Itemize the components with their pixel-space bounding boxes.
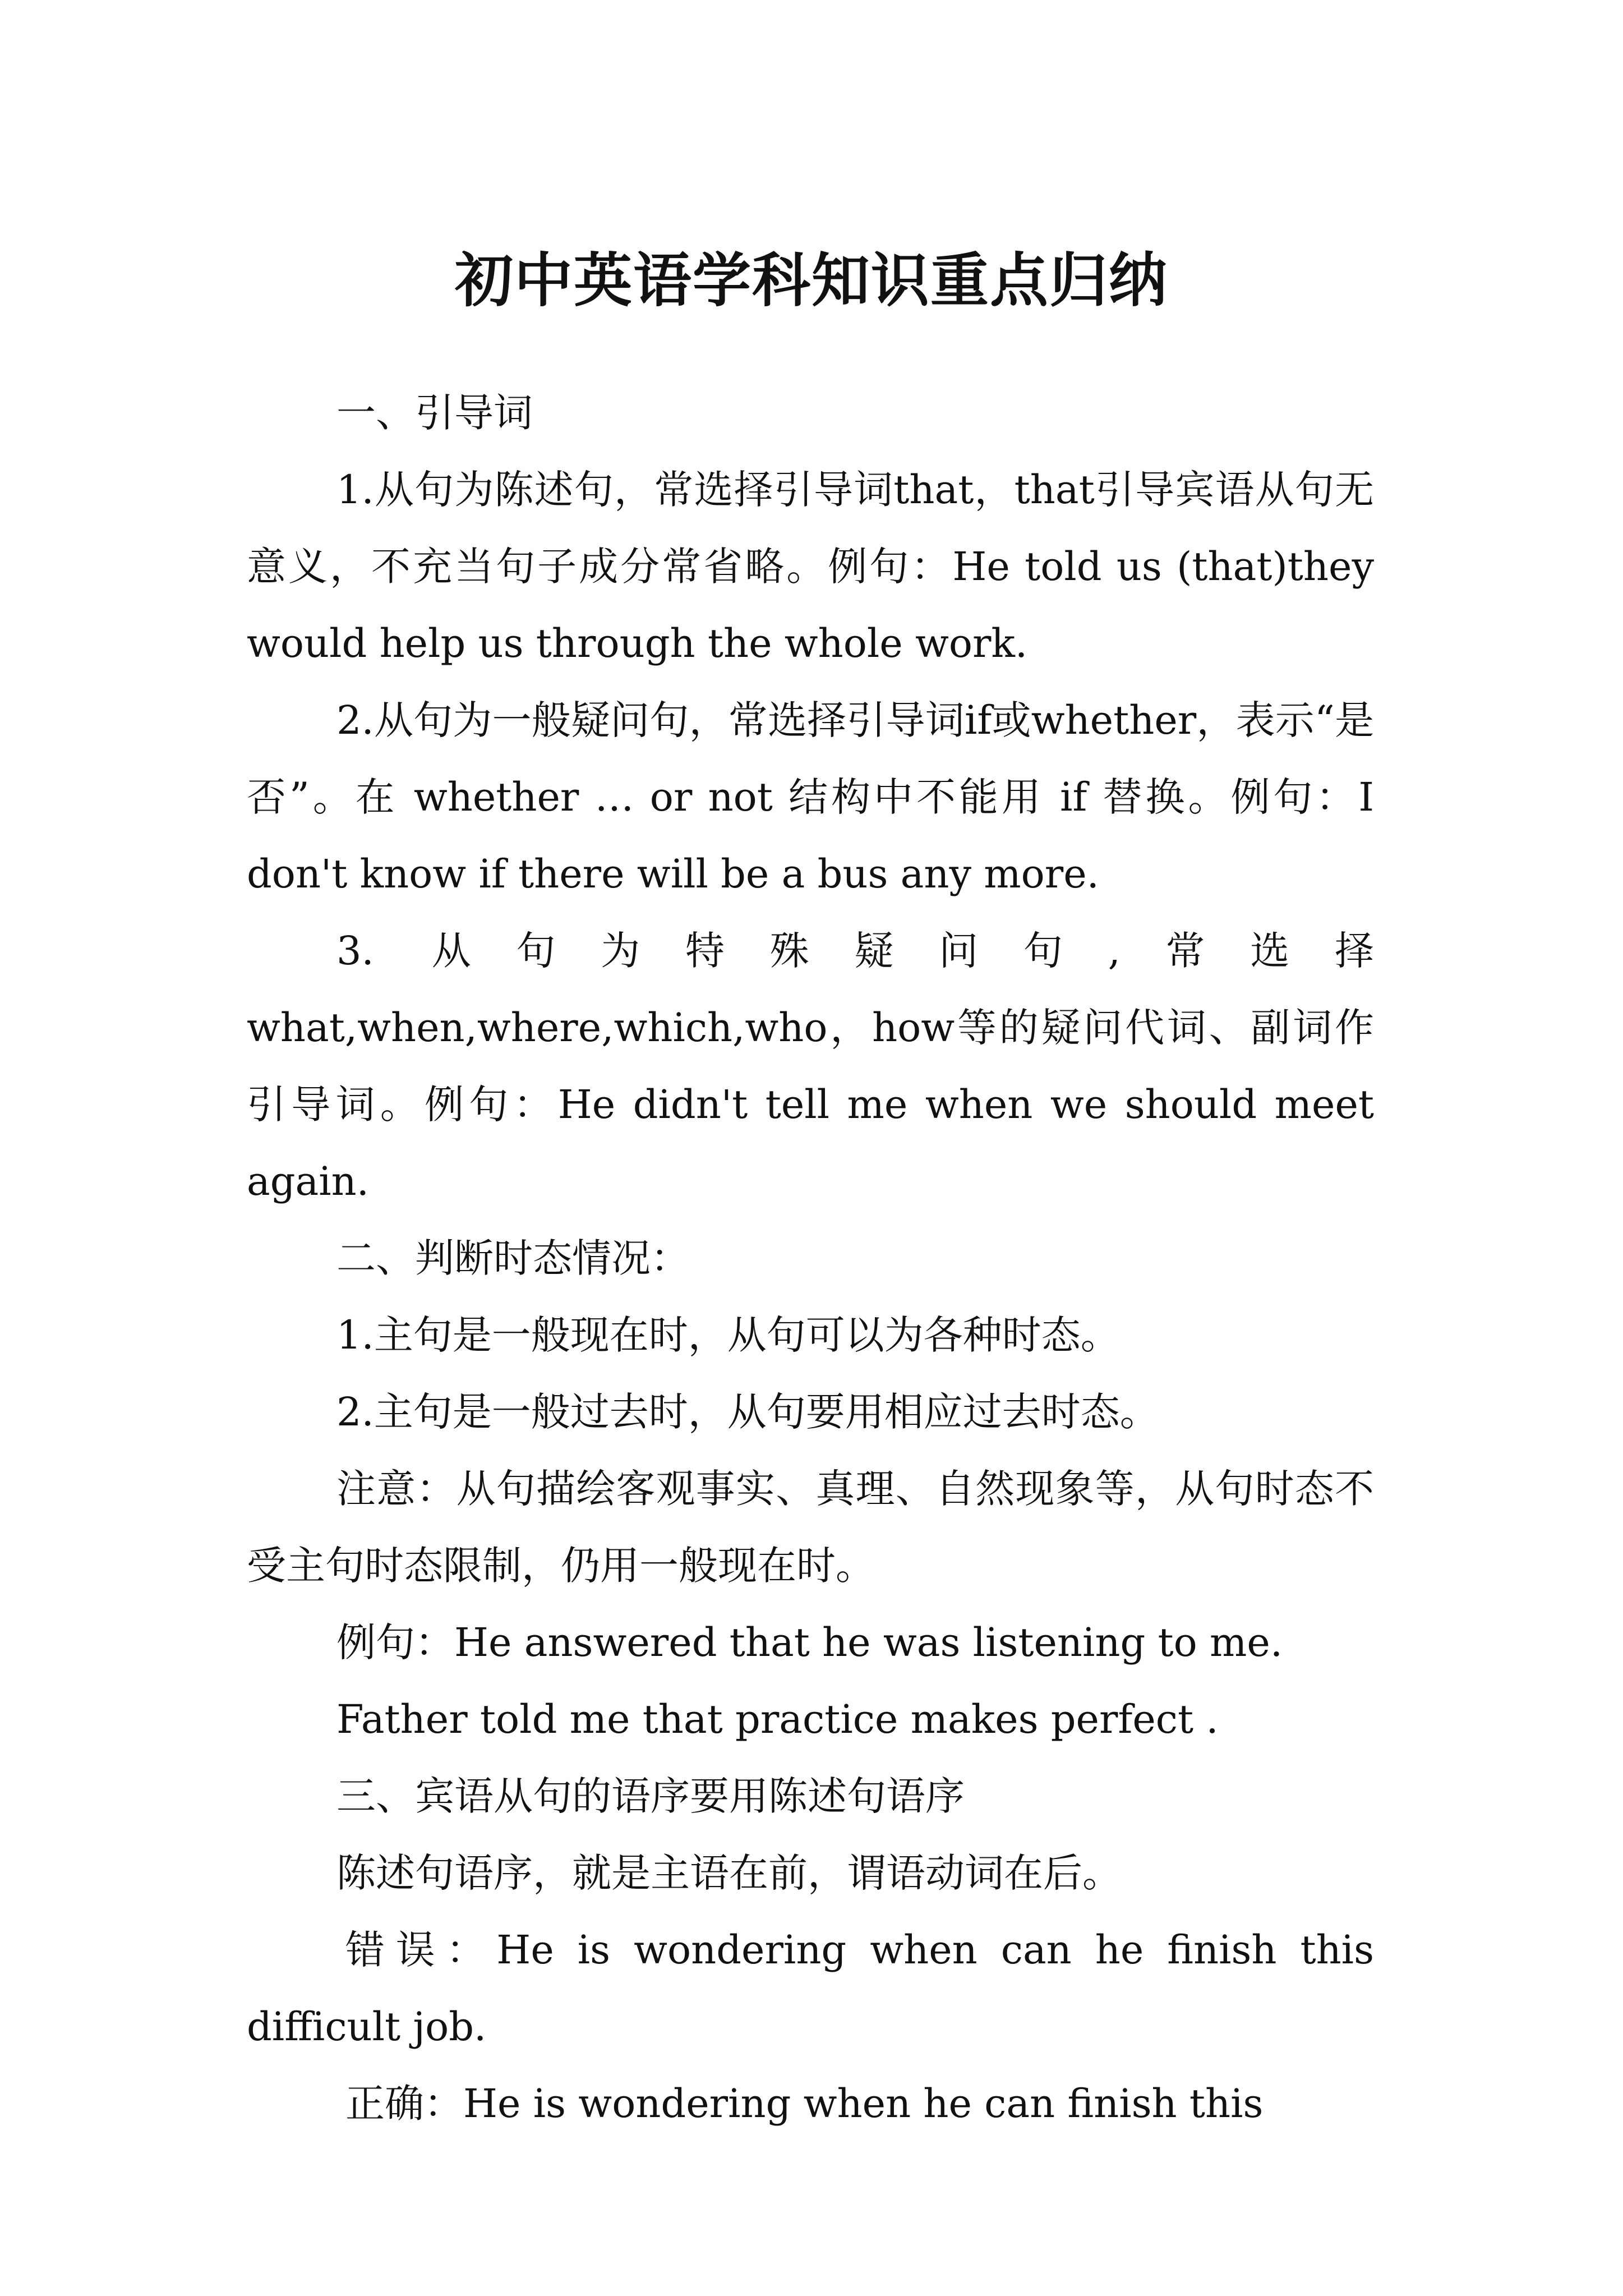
document-body bbox=[247, 375, 1374, 2142]
section-heading-2: 二、判断时态情况： bbox=[336, 1235, 690, 1281]
paragraph-5: 2.主句是一般过去时，从句要用相应过去时态。 bbox=[336, 1389, 1159, 1435]
paragraph-6: 陈述句语序，就是主语在前，谓语动词在后。 bbox=[336, 1850, 1122, 1896]
document-title: 初中英语学科知识重点归纳 bbox=[454, 245, 1168, 315]
section-heading-1: 一、引导词 bbox=[336, 390, 533, 436]
example-paragraph: 例句：He answered that he was listening to me. bbox=[336, 1619, 1283, 1665]
paragraph-3: 3. 从句为特殊疑问句,常选择what,when,where,which,who，how等的疑问代词、副词作引导词。例句：He didn't tell me when we should meet again. bbox=[247, 928, 1374, 1204]
correct-example: 正确：He is wondering when he can finish this bbox=[345, 2081, 1264, 2127]
section-heading-3: 三、宾语从句的语序要用陈述句语序 bbox=[336, 1773, 965, 1819]
example-paragraph-2: Father told me that practice makes perfect . bbox=[336, 1696, 1219, 1742]
paragraph-4: 1.主句是一般现在时，从句可以为各种时态。 bbox=[336, 1312, 1120, 1358]
incorrect-example: 错误：He is wondering when can he finish this difficult job. bbox=[247, 1927, 1374, 2050]
note-paragraph: 注意：从句描绘客观事实、真理、自然现象等，从句时态不受主句时态限制，仍用一般现在时。 bbox=[247, 1466, 1374, 1589]
paragraph-1: 1.从句为陈述句，常选择引导词that，that引导宾语从句无意义，不充当句子成分常省略。例句：He told us (that)they would help us through the whole work. bbox=[247, 467, 1374, 666]
paragraph-2: 2.从句为一般疑问句，常选择引导词if或whether，表示“是否”。在 whether … or not 结构中不能用 if 替换。例句：I don't know if there will be a bus any more. bbox=[247, 697, 1374, 897]
